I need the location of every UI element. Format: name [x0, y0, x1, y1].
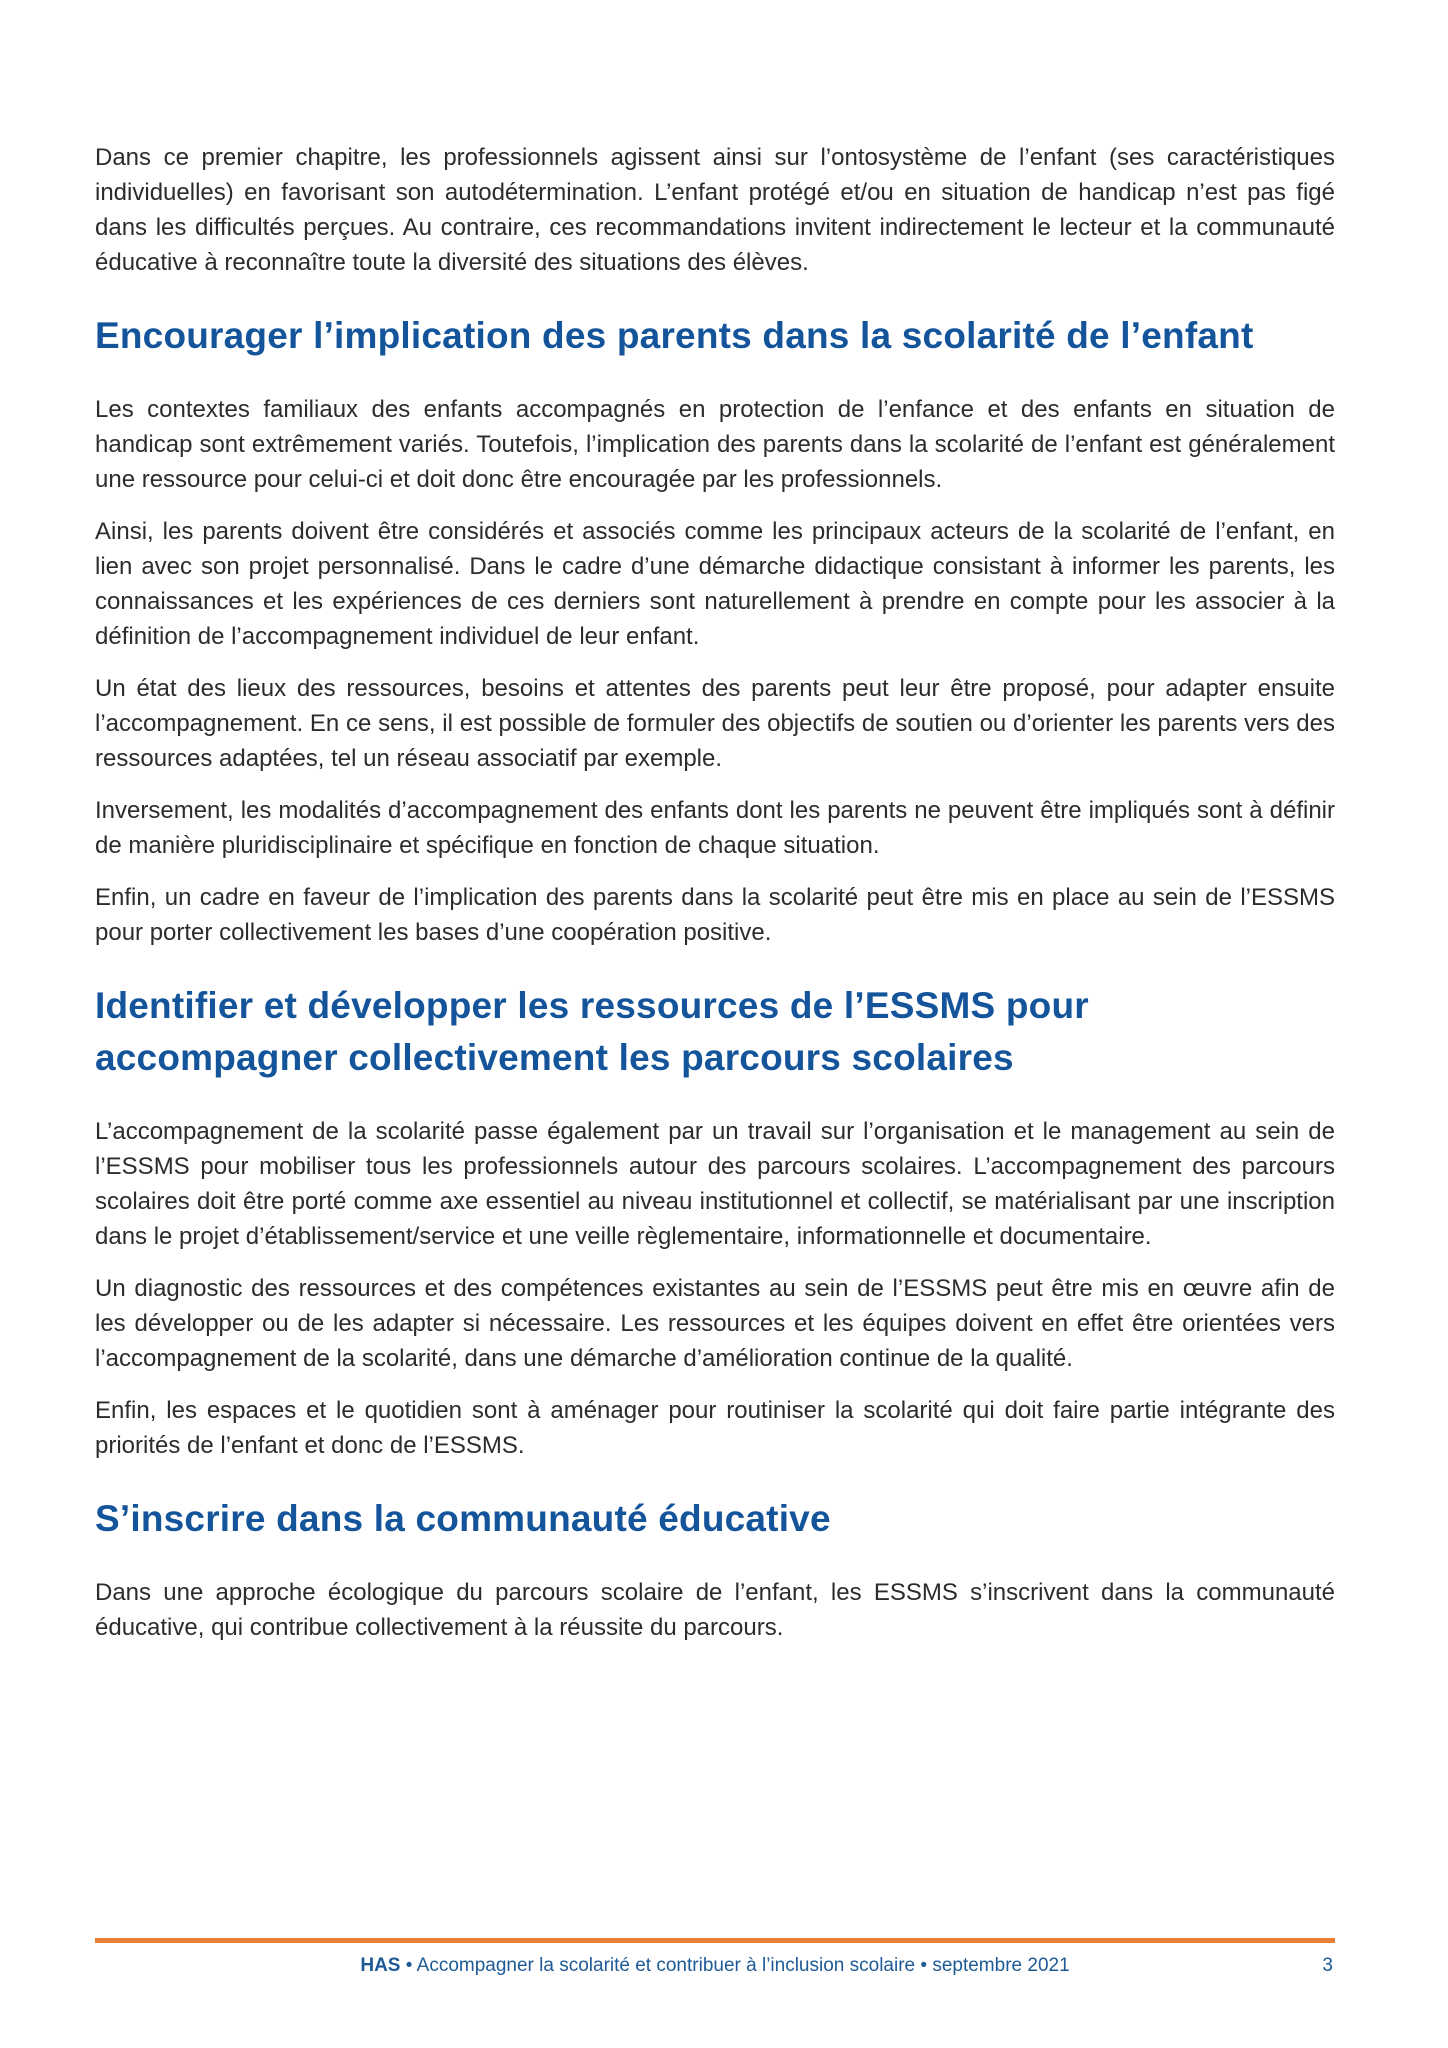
section-heading-communaute-educative: S’inscrire dans la communauté éducative — [95, 1498, 831, 1539]
footer-separator: • — [920, 1955, 928, 1976]
paragraph: Ainsi, les parents doivent être considérés et associés comme les principaux acteurs de la scolarité de l’enfant, en lien avec son projet personnalisé. Dans le cadre d’une démarche didactique consistant à informer les parents, les connaissances et les expériences de ces derniers sont naturellement à prendre en compte pour les associer à la définition de l’accompagnement individuel de leur enfant. — [95, 518, 1335, 650]
footer-line — [95, 1955, 1335, 1977]
page-number: 3 — [1322, 1955, 1333, 1976]
footer-org: HAS — [360, 1955, 401, 1976]
footer-separator: • — [405, 1955, 413, 1976]
footer-text — [360, 1955, 1069, 1976]
section-heading-parents: Encourager l’implication des parents dans la scolarité de l’enfant — [95, 315, 1254, 356]
footer-doc-title: Accompagner la scolarité et contribuer à l’inclusion scolaire — [416, 1955, 916, 1976]
paragraph: Un diagnostic des ressources et des compétences existantes au sein de l’ESSMS peut être mis en œuvre afin de les développer ou de les adapter si nécessaire. Les ressources et les équipes doivent en effet être orientées vers l’accompagnement de la scolarité, dans une démarche d’amélioration continue de la qualité. — [95, 1275, 1335, 1372]
paragraph: Inversement, les modalités d’accompagnement des enfants dont les parents ne peuvent être impliqués sont à définir de manière pluridisciplinaire et spécifique en fonction de chaque situation. — [95, 797, 1335, 859]
page-footer — [95, 1938, 1335, 1977]
paragraph: Les contextes familiaux des enfants accompagnés en protection de l’enfance et des enfants en situation de handicap sont extrêmement variés. Toutefois, l’implication des parents dans la scolarité de l’enfant est généralement une ressource pour celui-ci et doit donc être encouragée par les professionnels. — [95, 396, 1335, 493]
footer-date: septembre 2021 — [932, 1955, 1070, 1976]
paragraph: Enfin, les espaces et le quotidien sont à aménager pour routiniser la scolarité qui doit faire partie intégrante des priorités de l’enfant et donc de l’ESSMS. — [95, 1397, 1335, 1459]
content-area — [95, 0, 1335, 1662]
footer-rule — [95, 1938, 1335, 1943]
paragraph: Un état des lieux des ressources, besoins et attentes des parents peut leur être proposé, pour adapter ensuite l’accompagnement. En ce sens, il est possible de formuler des objectifs de soutien ou d’orienter les parents vers des ressources adaptées, tel un réseau associatif par exemple. — [95, 675, 1335, 772]
section-heading-ressources-essms: Identifier et développer les ressources de l’ESSMS pour accompagner collectivement les parcours scolaires — [95, 985, 1089, 1078]
intro-paragraph: Dans ce premier chapitre, les professionnels agissent ainsi sur l’ontosystème de l’enfant (ses caractéristiques individuelles) en favorisant son autodétermination. L’enfant protégé et/ou en situation de handicap n’est pas figé dans les difficultés perçues. Au contraire, ces recommandations invitent indirectement le lecteur et la communauté éducative à reconnaître toute la diversité des situations des élèves. — [95, 144, 1335, 276]
paragraph: Enfin, un cadre en faveur de l’implication des parents dans la scolarité peut être mis en place au sein de l’ESSMS pour porter collectivement les bases d’une coopération positive. — [95, 884, 1335, 946]
paragraph: Dans une approche écologique du parcours scolaire de l’enfant, les ESSMS s’inscrivent dans la communauté éducative, qui contribue collectivement à la réussite du parcours. — [95, 1579, 1335, 1641]
paragraph: L’accompagnement de la scolarité passe également par un travail sur l’organisation et le management au sein de l’ESSMS pour mobiliser tous les professionnels autour des parcours scolaires. L’accompagnement des parcours scolaires doit être porté comme axe essentiel au niveau institutionnel et collectif, se matérialisant par une inscription dans le projet d’établissement/service et une veille règlementaire, informationnelle et documentaire. — [95, 1118, 1335, 1250]
